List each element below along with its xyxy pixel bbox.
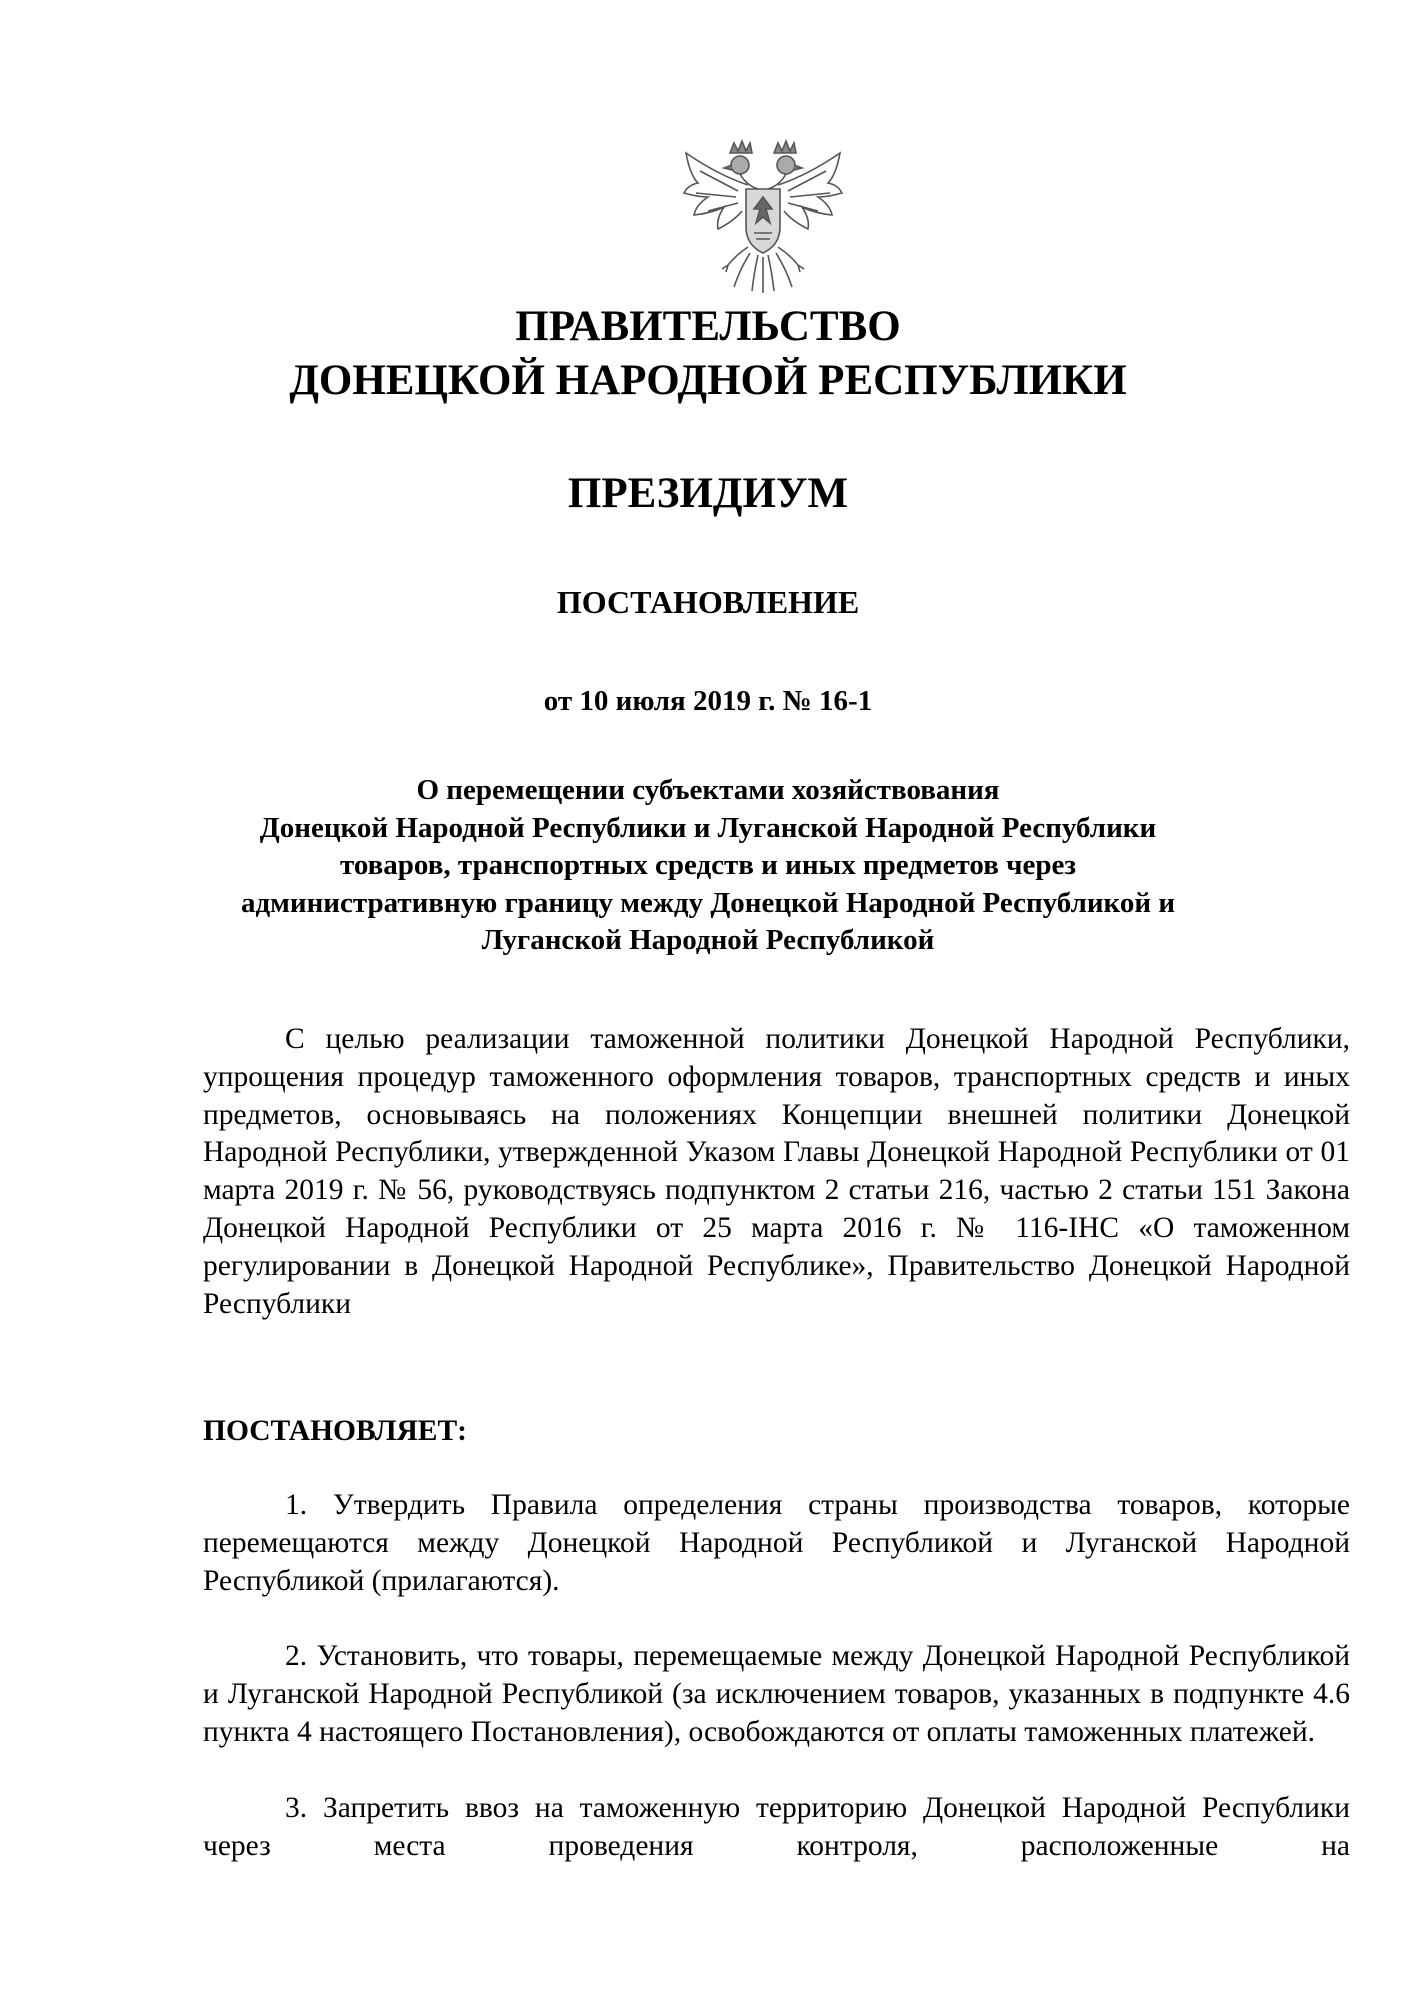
presidium-heading: ПРЕЗИДИУМ — [567, 470, 849, 517]
subject-line: административную границу между Донецкой Народной Республикой и — [240, 886, 1176, 919]
preamble-paragraph — [203, 1021, 1350, 1323]
clause-3 — [203, 1790, 1350, 1866]
clause-1 — [203, 1487, 1350, 1600]
subject-line: Донецкой Народной Республики и Луганской Народной Республики — [259, 811, 1157, 844]
clause-text: 3. Запретить ввоз на таможенную территорию Донецкой Народной Республики через места проведения контроля, расположенные на — [203, 1792, 1350, 1862]
government-title — [0, 300, 1416, 408]
subject-line: товаров, транспортных средств и иных предметов через — [340, 849, 1076, 882]
clause-text: 2. Установить, что товары, перемещаемые между Донецкой Народной Республикой и Луганской Народной Республикой (за исключением товаров, указанных в подпункте 4.6 пункта 4 настоящего Постановления), освобождаются от оплаты таможенных платежей. — [203, 1640, 1350, 1748]
resolves-heading: ПОСТАНОВЛЯЕТ: — [203, 1415, 467, 1447]
government-title-line1: ПРАВИТЕЛЬСТВО — [515, 303, 901, 350]
coat-of-arms-icon — [678, 135, 848, 297]
document-subject — [0, 772, 1416, 960]
subject-line: О перемещении субъектами хозяйствования — [416, 774, 1000, 806]
government-title-line2: ДОНЕЦКОЙ НАРОДНОЙ РЕСПУБЛИКИ — [289, 357, 1127, 404]
preamble-text: С целью реализации таможенной политики Донецкой Народной Республики, упрощения процедур таможенного оформления товаров, транспортных средств и иных предметов, основываясь на положениях Концепции внешней политики Донецкой Народной Республики, утвержденной Указом Главы Донецкой Народной Республики от 01 марта 2019 г. № 56, руководствуясь подпунктом 2 статьи 216, частью 2 статьи 151 Закона Донецкой Народной Республики от 25 марта 2016 г. № 116-IНС «О таможенном регулировании в Донецкой Народной Республике», Правительство Донецкой Народной Республики — [203, 1023, 1350, 1320]
clause-2 — [203, 1638, 1350, 1751]
clause-text: 1. Утвердить Правила определения страны производства товаров, которые перемещаются между Донецкой Народной Республикой и Луганской Народной Республикой (прилагаются). — [203, 1489, 1350, 1597]
date-and-number: от 10 июля 2019 г. № 16-1 — [543, 685, 873, 717]
document-type-heading: ПОСТАНОВЛЕНИЕ — [556, 584, 860, 620]
subject-line: Луганской Народной Республикой — [481, 924, 935, 957]
